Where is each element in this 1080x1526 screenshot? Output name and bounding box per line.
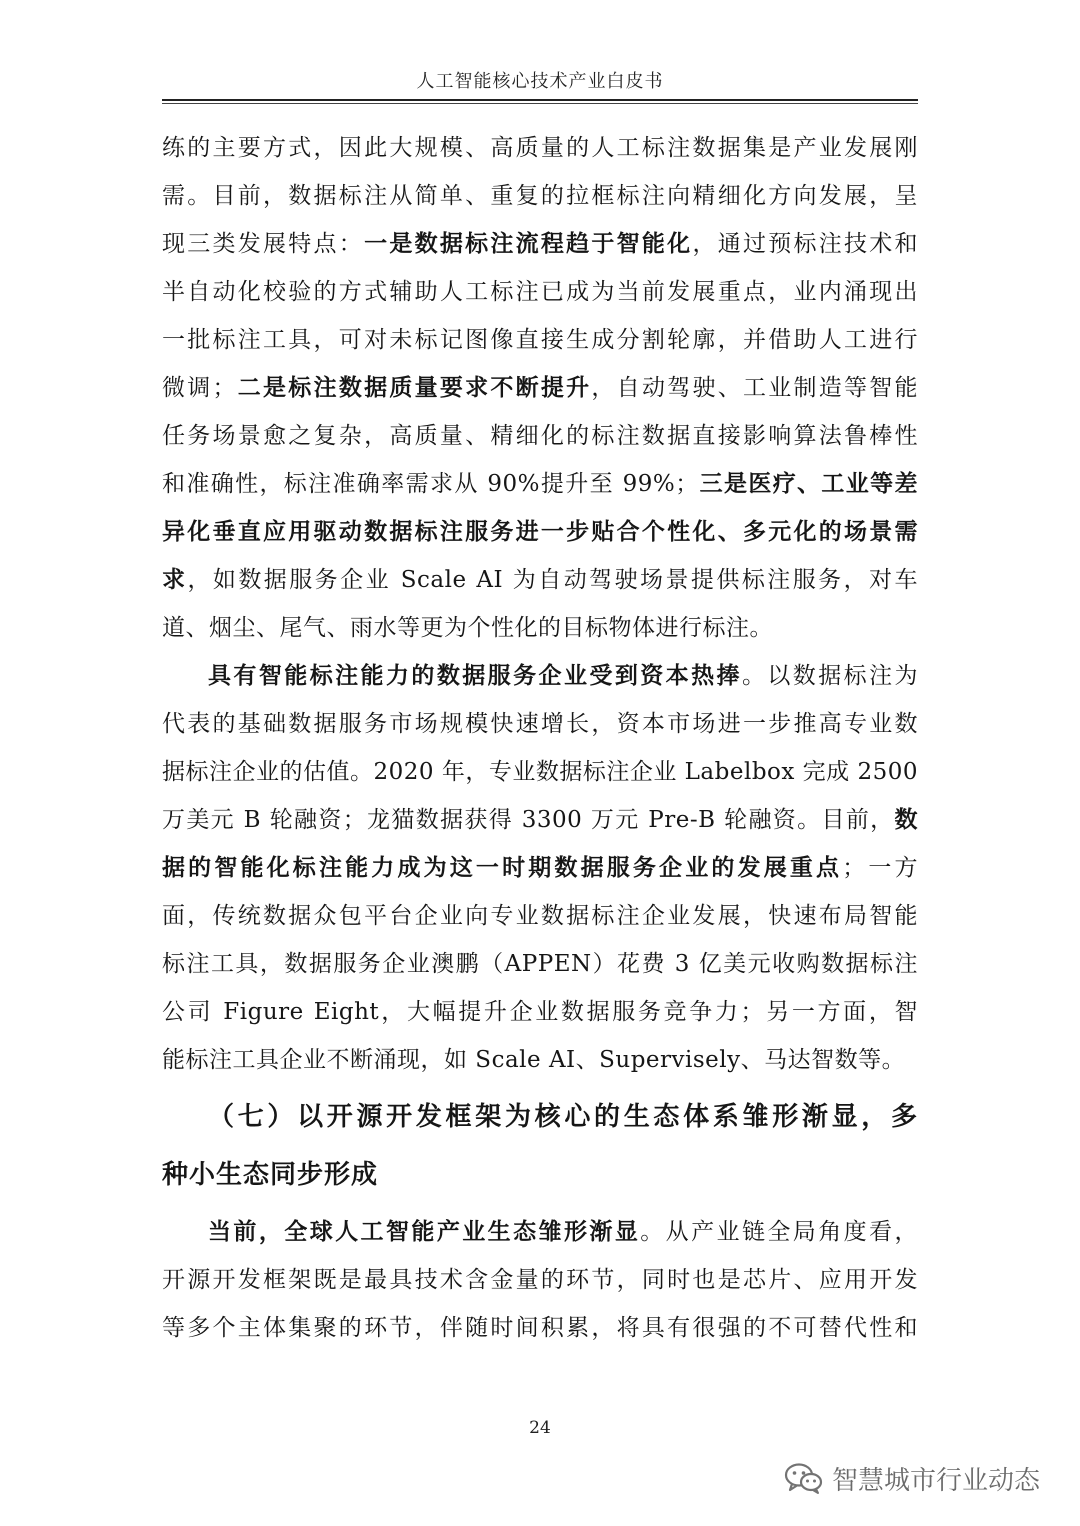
- text-line: 任务场景愈之复杂，高质量、精细化的标注数据直接影响算法鲁棒性: [162, 423, 918, 449]
- emphasis-text: 当前，全球人工智能产业生态雏形渐显: [208, 1219, 641, 1245]
- text-span: ；一方: [842, 855, 919, 881]
- text-span: ，自动驾驶、工业制造等智能: [591, 375, 919, 401]
- text-line: [162, 844, 918, 892]
- emphasis-text: 三是医疗、工业等差: [698, 471, 919, 497]
- emphasis-text: 一是数据标注流程趋于智能化: [364, 231, 693, 257]
- text-span: 万美元 B 轮融资；龙猫数据获得 3300 万元 Pre-B 轮融资。目前，: [162, 807, 895, 833]
- text-span: 和准确性，标注准确率需求从 90%提升至 99%；: [162, 471, 699, 497]
- text-span: 微调；: [162, 375, 237, 401]
- section-heading: [162, 1088, 918, 1204]
- emphasis-text: 据的智能化标注能力成为这一时期数据服务企业的发展重点: [162, 855, 843, 881]
- text-span: ，通过预标注技术和: [692, 231, 919, 257]
- text-line: 需。目前，数据标注从简单、重复的拉框标注向精细化方向发展，呈: [162, 183, 918, 209]
- text-line: 一批标注工具，可对未标记图像直接生成分割轮廓，并借助人工进行: [162, 327, 918, 353]
- paragraph-capital-investment: [162, 652, 918, 1084]
- text-line: [162, 1208, 918, 1256]
- text-line: [162, 796, 918, 844]
- watermark-text: 智慧城市行业动态: [831, 1465, 1040, 1496]
- heading-line: 种小生态同步形成: [162, 1160, 379, 1190]
- text-line: [162, 364, 918, 412]
- text-span: 。以数据标注为: [741, 663, 919, 689]
- emphasis-text: 二是标注数据质量要求不断提升: [236, 375, 592, 401]
- emphasis-text: 数: [894, 807, 918, 833]
- text-span: 。从产业链全局角度看，: [640, 1219, 919, 1245]
- watermark: [784, 1458, 1040, 1498]
- text-line: 公司 Figure Eight，大幅提升企业数据服务竞争力；另一方面，智: [162, 999, 918, 1025]
- header-rule: [162, 99, 918, 101]
- text-line: 道、烟尘、尾气、雨水等更为个性化的目标物体进行标注。: [162, 615, 773, 641]
- text-line: [162, 556, 918, 604]
- emphasis-text: 具有智能标注能力的数据服务企业受到资本热捧: [208, 663, 742, 689]
- text-line: 代表的基础数据服务市场规模快速增长，资本市场进一步推高专业数: [162, 711, 918, 737]
- text-span: 现三类发展特点：: [162, 231, 365, 257]
- text-line: [162, 460, 918, 508]
- paragraph-ecosystem: [162, 1208, 918, 1352]
- page-number: 24: [529, 1418, 551, 1438]
- heading-line: （七）以开源开发框架为核心的生态体系雏形渐显，多: [208, 1102, 918, 1132]
- text-line: 开源开发框架既是最具技术含金量的环节，同时也是芯片、应用开发: [162, 1267, 918, 1293]
- text-line: 半自动化校验的方式辅助人工标注已成为当前发展重点，业内涌现出: [162, 279, 918, 305]
- text-line-bold: 异化垂直应用驱动数据标注服务进一步贴合个性化、多元化的场景需: [162, 519, 918, 545]
- text-line: [162, 652, 918, 700]
- wechat-icon: [784, 1461, 824, 1495]
- header-rule-thin: [162, 103, 918, 104]
- emphasis-text: 求: [162, 567, 188, 593]
- text-line: 能标注工具企业不断涌现，如 Scale AI、Supervisely、马达智数等。: [162, 1047, 906, 1073]
- text-line: 等多个主体集聚的环节，伴随时间积累，将具有很强的不可替代性和: [162, 1315, 918, 1341]
- text-line: 面，传统数据众包平台企业向专业数据标注企业发展，快速布局智能: [162, 903, 918, 929]
- paragraph-data-annotation-trends: [162, 124, 918, 652]
- text-line: 标注工具，数据服务企业澳鹏（APPEN）花费 3 亿美元收购数据标注: [162, 951, 918, 977]
- text-line: [162, 220, 918, 268]
- running-header: 人工智能核心技术产业白皮书: [416, 71, 664, 92]
- page-body: [162, 124, 918, 1352]
- text-line: 练的主要方式，因此大规模、高质量的人工标注数据集是产业发展刚: [162, 135, 918, 161]
- text-line: 据标注企业的估值。2020 年，专业数据标注企业 Labelbox 完成 2500: [162, 759, 919, 785]
- text-span: ，如数据服务企业 Scale AI 为自动驾驶场景提供标注服务，对车: [187, 567, 918, 593]
